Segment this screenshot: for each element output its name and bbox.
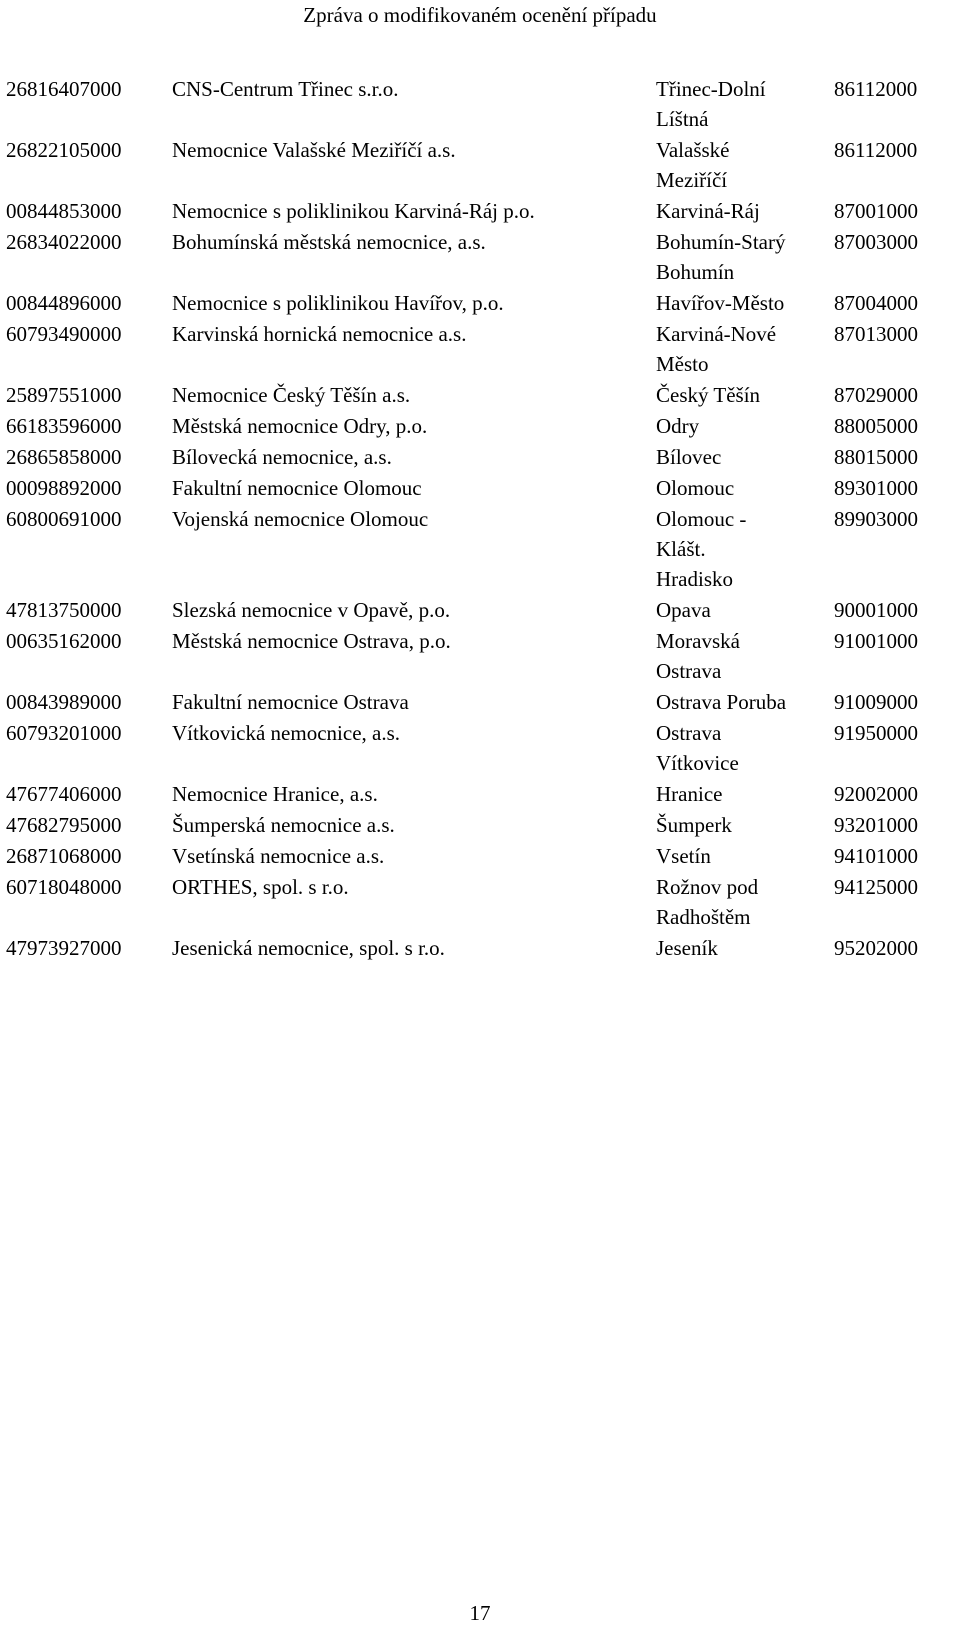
ico-cell: 00635162000 <box>6 629 122 653</box>
table-row <box>6 196 954 227</box>
city-line: Ostrava Poruba <box>656 690 787 714</box>
city-cell <box>656 227 834 288</box>
city-line: Hradisko <box>656 567 733 591</box>
city-cell <box>656 810 834 841</box>
table-row <box>6 626 954 687</box>
hospital-name-cell: Jesenická nemocnice, spol. s r.o. <box>172 936 445 960</box>
city-line: Valašské <box>656 138 730 162</box>
ico-cell: 26871068000 <box>6 844 122 868</box>
city-cell <box>656 135 834 196</box>
ico-cell: 47677406000 <box>6 782 122 806</box>
hospital-name-cell: Nemocnice s poliklinikou Havířov, p.o. <box>172 291 504 315</box>
city-line: Bohumín <box>656 260 735 284</box>
table-row <box>6 687 954 718</box>
ico-cell: 60793201000 <box>6 721 122 745</box>
table-row <box>6 74 954 135</box>
city-line: Město <box>656 352 709 376</box>
code-cell: 86112000 <box>834 77 918 101</box>
hospital-table <box>6 74 954 964</box>
code-cell: 94125000 <box>834 875 918 899</box>
hospital-name-cell: Slezská nemocnice v Opavě, p.o. <box>172 598 451 622</box>
hospital-name-cell: Nemocnice Hranice, a.s. <box>172 782 378 806</box>
hospital-name-cell: Nemocnice Valašské Meziříčí a.s. <box>172 138 456 162</box>
code-cell: 91009000 <box>834 690 918 714</box>
hospital-name-cell: Městská nemocnice Ostrava, p.o. <box>172 629 451 653</box>
city-cell <box>656 872 834 933</box>
code-cell: 89301000 <box>834 476 918 500</box>
table-row <box>6 504 954 595</box>
city-cell <box>656 411 834 442</box>
city-cell <box>656 779 834 810</box>
code-cell: 87004000 <box>834 291 918 315</box>
ico-cell: 26834022000 <box>6 230 122 254</box>
code-cell: 87029000 <box>834 383 918 407</box>
code-cell: 91950000 <box>834 721 918 745</box>
hospital-name-cell: Šumperská nemocnice a.s. <box>172 813 395 837</box>
hospital-name-cell: Karvinská hornická nemocnice a.s. <box>172 322 467 346</box>
city-cell <box>656 933 834 964</box>
table-row <box>6 442 954 473</box>
city-line: Rožnov pod <box>656 875 759 899</box>
city-cell <box>656 595 834 626</box>
city-line: Opava <box>656 598 711 622</box>
ico-cell: 00844896000 <box>6 291 122 315</box>
city-cell <box>656 473 834 504</box>
table-row <box>6 718 954 779</box>
city-cell <box>656 74 834 135</box>
table-row <box>6 227 954 288</box>
ico-cell: 25897551000 <box>6 383 122 407</box>
city-line: Karviná-Nové <box>656 322 777 346</box>
city-cell <box>656 626 834 687</box>
ico-cell: 60718048000 <box>6 875 122 899</box>
code-cell: 87001000 <box>834 199 918 223</box>
code-cell: 90001000 <box>834 598 918 622</box>
city-line: Odry <box>656 414 700 438</box>
hospital-name-cell: Bílovecká nemocnice, a.s. <box>172 445 392 469</box>
hospital-name-cell: Vojenská nemocnice Olomouc <box>172 507 429 531</box>
city-line: Klášt. <box>656 537 706 561</box>
page-number: 17 <box>469 1601 491 1625</box>
table-row <box>6 288 954 319</box>
code-cell: 91001000 <box>834 629 918 653</box>
ico-cell: 60793490000 <box>6 322 122 346</box>
city-cell <box>656 288 834 319</box>
table-row <box>6 411 954 442</box>
city-line: Bohumín-Starý <box>656 230 786 254</box>
city-line: Hranice <box>656 782 723 806</box>
city-cell <box>656 718 834 779</box>
city-cell <box>656 319 834 380</box>
code-cell: 94101000 <box>834 844 918 868</box>
hospital-name-cell: Vítkovická nemocnice, a.s. <box>172 721 401 745</box>
city-line: Karviná-Ráj <box>656 199 760 223</box>
ico-cell: 60800691000 <box>6 507 122 531</box>
city-line: Třinec-Dolní <box>656 77 766 101</box>
hospital-name-cell: Fakultní nemocnice Olomouc <box>172 476 422 500</box>
city-line: Moravská <box>656 629 740 653</box>
code-cell: 89903000 <box>834 507 918 531</box>
city-cell <box>656 380 834 411</box>
city-line: Bílovec <box>656 445 722 469</box>
table-row <box>6 380 954 411</box>
ico-cell: 26816407000 <box>6 77 122 101</box>
city-line: Ostrava <box>656 721 722 745</box>
table-row <box>6 872 954 933</box>
hospital-name-cell: Vsetínská nemocnice a.s. <box>172 844 385 868</box>
code-cell: 86112000 <box>834 138 918 162</box>
city-cell <box>656 442 834 473</box>
ico-cell: 47813750000 <box>6 598 122 622</box>
city-line: Radhoštěm <box>656 905 751 929</box>
city-cell <box>656 504 834 595</box>
table-row <box>6 595 954 626</box>
city-line: Jeseník <box>656 936 718 960</box>
code-cell: 88005000 <box>834 414 918 438</box>
table-row <box>6 135 954 196</box>
table-row <box>6 779 954 810</box>
hospital-name-cell: Fakultní nemocnice Ostrava <box>172 690 409 714</box>
city-cell <box>656 841 834 872</box>
city-line: Český Těšín <box>656 383 761 407</box>
ico-cell: 26865858000 <box>6 445 122 469</box>
code-cell: 93201000 <box>834 813 918 837</box>
hospital-name-cell: Nemocnice Český Těšín a.s. <box>172 383 411 407</box>
code-cell: 87013000 <box>834 322 918 346</box>
hospital-name-cell: Nemocnice s poliklinikou Karviná-Ráj p.o. <box>172 199 535 223</box>
ico-cell: 00844853000 <box>6 199 122 223</box>
city-line: Olomouc <box>656 476 735 500</box>
hospital-name-cell: ORTHES, spol. s r.o. <box>172 875 349 899</box>
table-row <box>6 841 954 872</box>
code-cell: 95202000 <box>834 936 918 960</box>
city-cell <box>656 687 834 718</box>
ico-cell: 26822105000 <box>6 138 122 162</box>
city-line: Ostrava <box>656 659 722 683</box>
table-row <box>6 319 954 380</box>
table-row <box>6 933 954 964</box>
ico-cell: 47682795000 <box>6 813 122 837</box>
code-cell: 87003000 <box>834 230 918 254</box>
ico-cell: 47973927000 <box>6 936 122 960</box>
code-cell: 92002000 <box>834 782 918 806</box>
table-row <box>6 810 954 841</box>
hospital-name-cell: Bohumínská městská nemocnice, a.s. <box>172 230 486 254</box>
table-row <box>6 473 954 504</box>
hospital-name-cell: Městská nemocnice Odry, p.o. <box>172 414 428 438</box>
city-line: Vsetín <box>656 844 711 868</box>
code-cell: 88015000 <box>834 445 918 469</box>
city-line: Olomouc - <box>656 507 747 531</box>
city-cell <box>656 196 834 227</box>
ico-cell: 00843989000 <box>6 690 122 714</box>
city-line: Meziříčí <box>656 168 728 192</box>
hospital-name-cell: CNS-Centrum Třinec s.r.o. <box>172 77 399 101</box>
ico-cell: 66183596000 <box>6 414 122 438</box>
city-line: Vítkovice <box>656 751 739 775</box>
city-line: Havířov-Město <box>656 291 785 315</box>
ico-cell: 00098892000 <box>6 476 122 500</box>
page-header: Zpráva o modifikovaném ocenění případu <box>303 3 657 27</box>
city-line: Líštná <box>656 107 709 131</box>
city-line: Šumperk <box>656 813 732 837</box>
hospital-table-body <box>6 74 954 964</box>
